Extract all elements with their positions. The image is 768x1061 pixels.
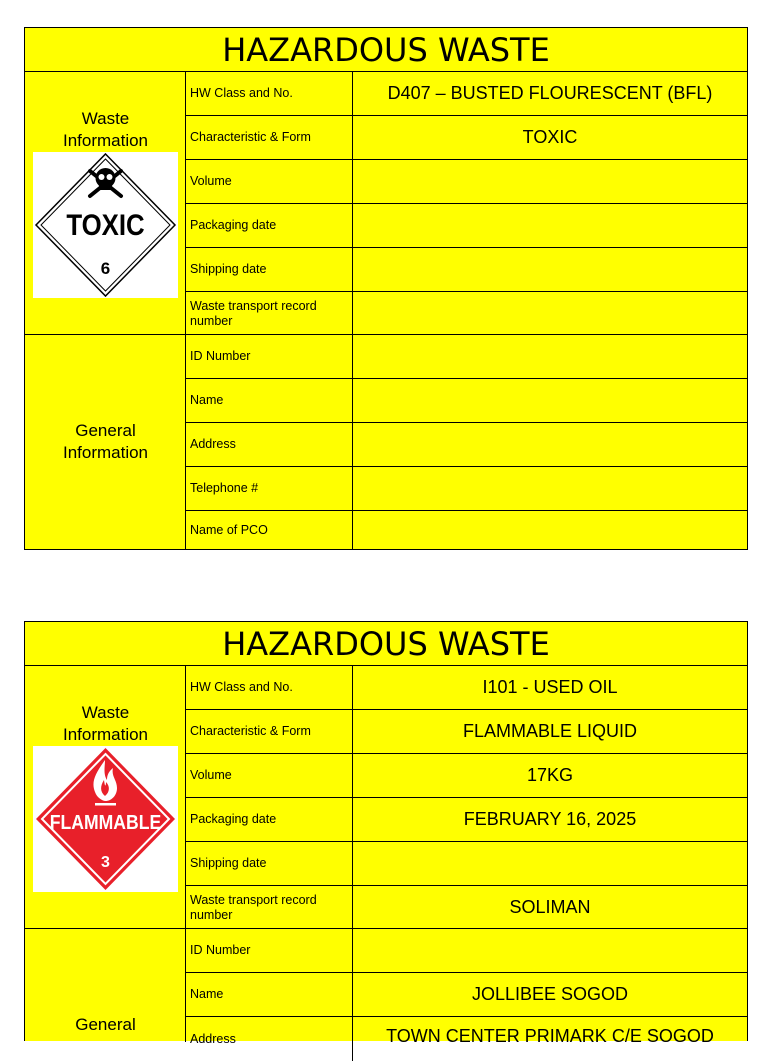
row-label: Characteristic & Form [186, 116, 353, 159]
table-row [186, 754, 747, 798]
waste-information-header [25, 72, 186, 334]
row-label: HW Class and No. [186, 666, 353, 709]
table-row [186, 886, 747, 929]
toxic-placard [33, 152, 178, 298]
row-label: Name [186, 973, 353, 1016]
placard-text: TOXIC [66, 208, 145, 242]
general-information-title: General Information [62, 421, 149, 462]
general-information-header [25, 929, 186, 1042]
general-information-rows [186, 335, 747, 549]
row-value [353, 379, 747, 422]
row-value: I101 - USED OIL [482, 677, 618, 697]
row-value: JOLLIBEE SOGOD [471, 984, 629, 1004]
row-label: Shipping date [186, 842, 353, 885]
general-information-section [25, 335, 747, 549]
waste-information-title: Waste Information [62, 703, 149, 744]
table-row [186, 798, 747, 842]
row-label: Shipping date [186, 248, 353, 291]
row-value [353, 511, 747, 549]
row-value [353, 929, 747, 972]
row-value: FLAMMABLE LIQUID [462, 721, 638, 741]
table-row [186, 72, 747, 116]
row-value: SOLIMAN [509, 897, 591, 917]
table-row [186, 204, 747, 248]
row-value: 17KG [526, 765, 574, 785]
table-row [186, 842, 747, 886]
waste-information-rows [186, 72, 747, 334]
row-value [353, 467, 747, 510]
row-label: Packaging date [186, 798, 353, 841]
row-value [353, 248, 747, 291]
row-label: Volume [186, 754, 353, 797]
label-title: HAZARDOUS WASTE [25, 622, 747, 666]
row-value [353, 335, 747, 378]
row-label: HW Class and No. [186, 72, 353, 115]
general-information-rows [186, 929, 747, 1046]
row-value [353, 423, 747, 466]
waste-information-header [25, 666, 186, 928]
row-value [353, 292, 747, 335]
waste-information-section [25, 72, 747, 335]
waste-information-title: Waste Information [62, 109, 149, 150]
table-row [186, 335, 747, 379]
row-value [353, 204, 747, 247]
row-label: Telephone # [186, 467, 353, 510]
row-value [353, 842, 747, 885]
row-label: Waste transport record number [186, 886, 353, 929]
table-row [186, 511, 747, 549]
table-row [186, 423, 747, 467]
table-row [186, 379, 747, 423]
table-row [186, 929, 747, 973]
row-value: FEBRUARY 16, 2025 [463, 809, 637, 829]
table-row [186, 116, 747, 160]
row-value: TOXIC [522, 127, 578, 147]
placard-number: 6 [100, 259, 111, 278]
row-label: Characteristic & Form [186, 710, 353, 753]
row-value: D407 – BUSTED FLOURESCENT (BFL) [387, 83, 713, 103]
hazardous-waste-label-1 [24, 27, 748, 550]
placard-text: FLAMMABLE [49, 810, 162, 834]
row-label: Address [186, 423, 353, 466]
row-label: Name [186, 379, 353, 422]
row-label: Packaging date [186, 204, 353, 247]
table-row [186, 160, 747, 204]
row-label: Waste transport record number [186, 292, 353, 335]
general-information-header [25, 335, 186, 549]
row-label: ID Number [186, 335, 353, 378]
table-row [186, 248, 747, 292]
table-row [186, 666, 747, 710]
general-information-section [25, 929, 747, 1046]
row-value: TOWN CENTER PRIMARK C/E SOGOD [386, 1026, 714, 1046]
row-label: Address [186, 1017, 353, 1061]
table-row [186, 292, 747, 335]
table-row [186, 973, 747, 1017]
hazardous-waste-label-2 [24, 621, 748, 1046]
row-label: Name of PCO [186, 511, 353, 549]
table-row [186, 467, 747, 511]
general-information-title: General [75, 1015, 136, 1034]
toxic-placard-graphic [33, 152, 178, 298]
waste-information-rows [186, 666, 747, 928]
placard-number: 3 [101, 854, 110, 871]
flammable-placard-graphic [33, 746, 178, 892]
row-value [353, 160, 747, 203]
row-label: ID Number [186, 929, 353, 972]
table-row [186, 710, 747, 754]
flammable-placard [33, 746, 178, 892]
row-label: Volume [186, 160, 353, 203]
label-title: HAZARDOUS WASTE [25, 28, 747, 72]
waste-information-section [25, 666, 747, 929]
